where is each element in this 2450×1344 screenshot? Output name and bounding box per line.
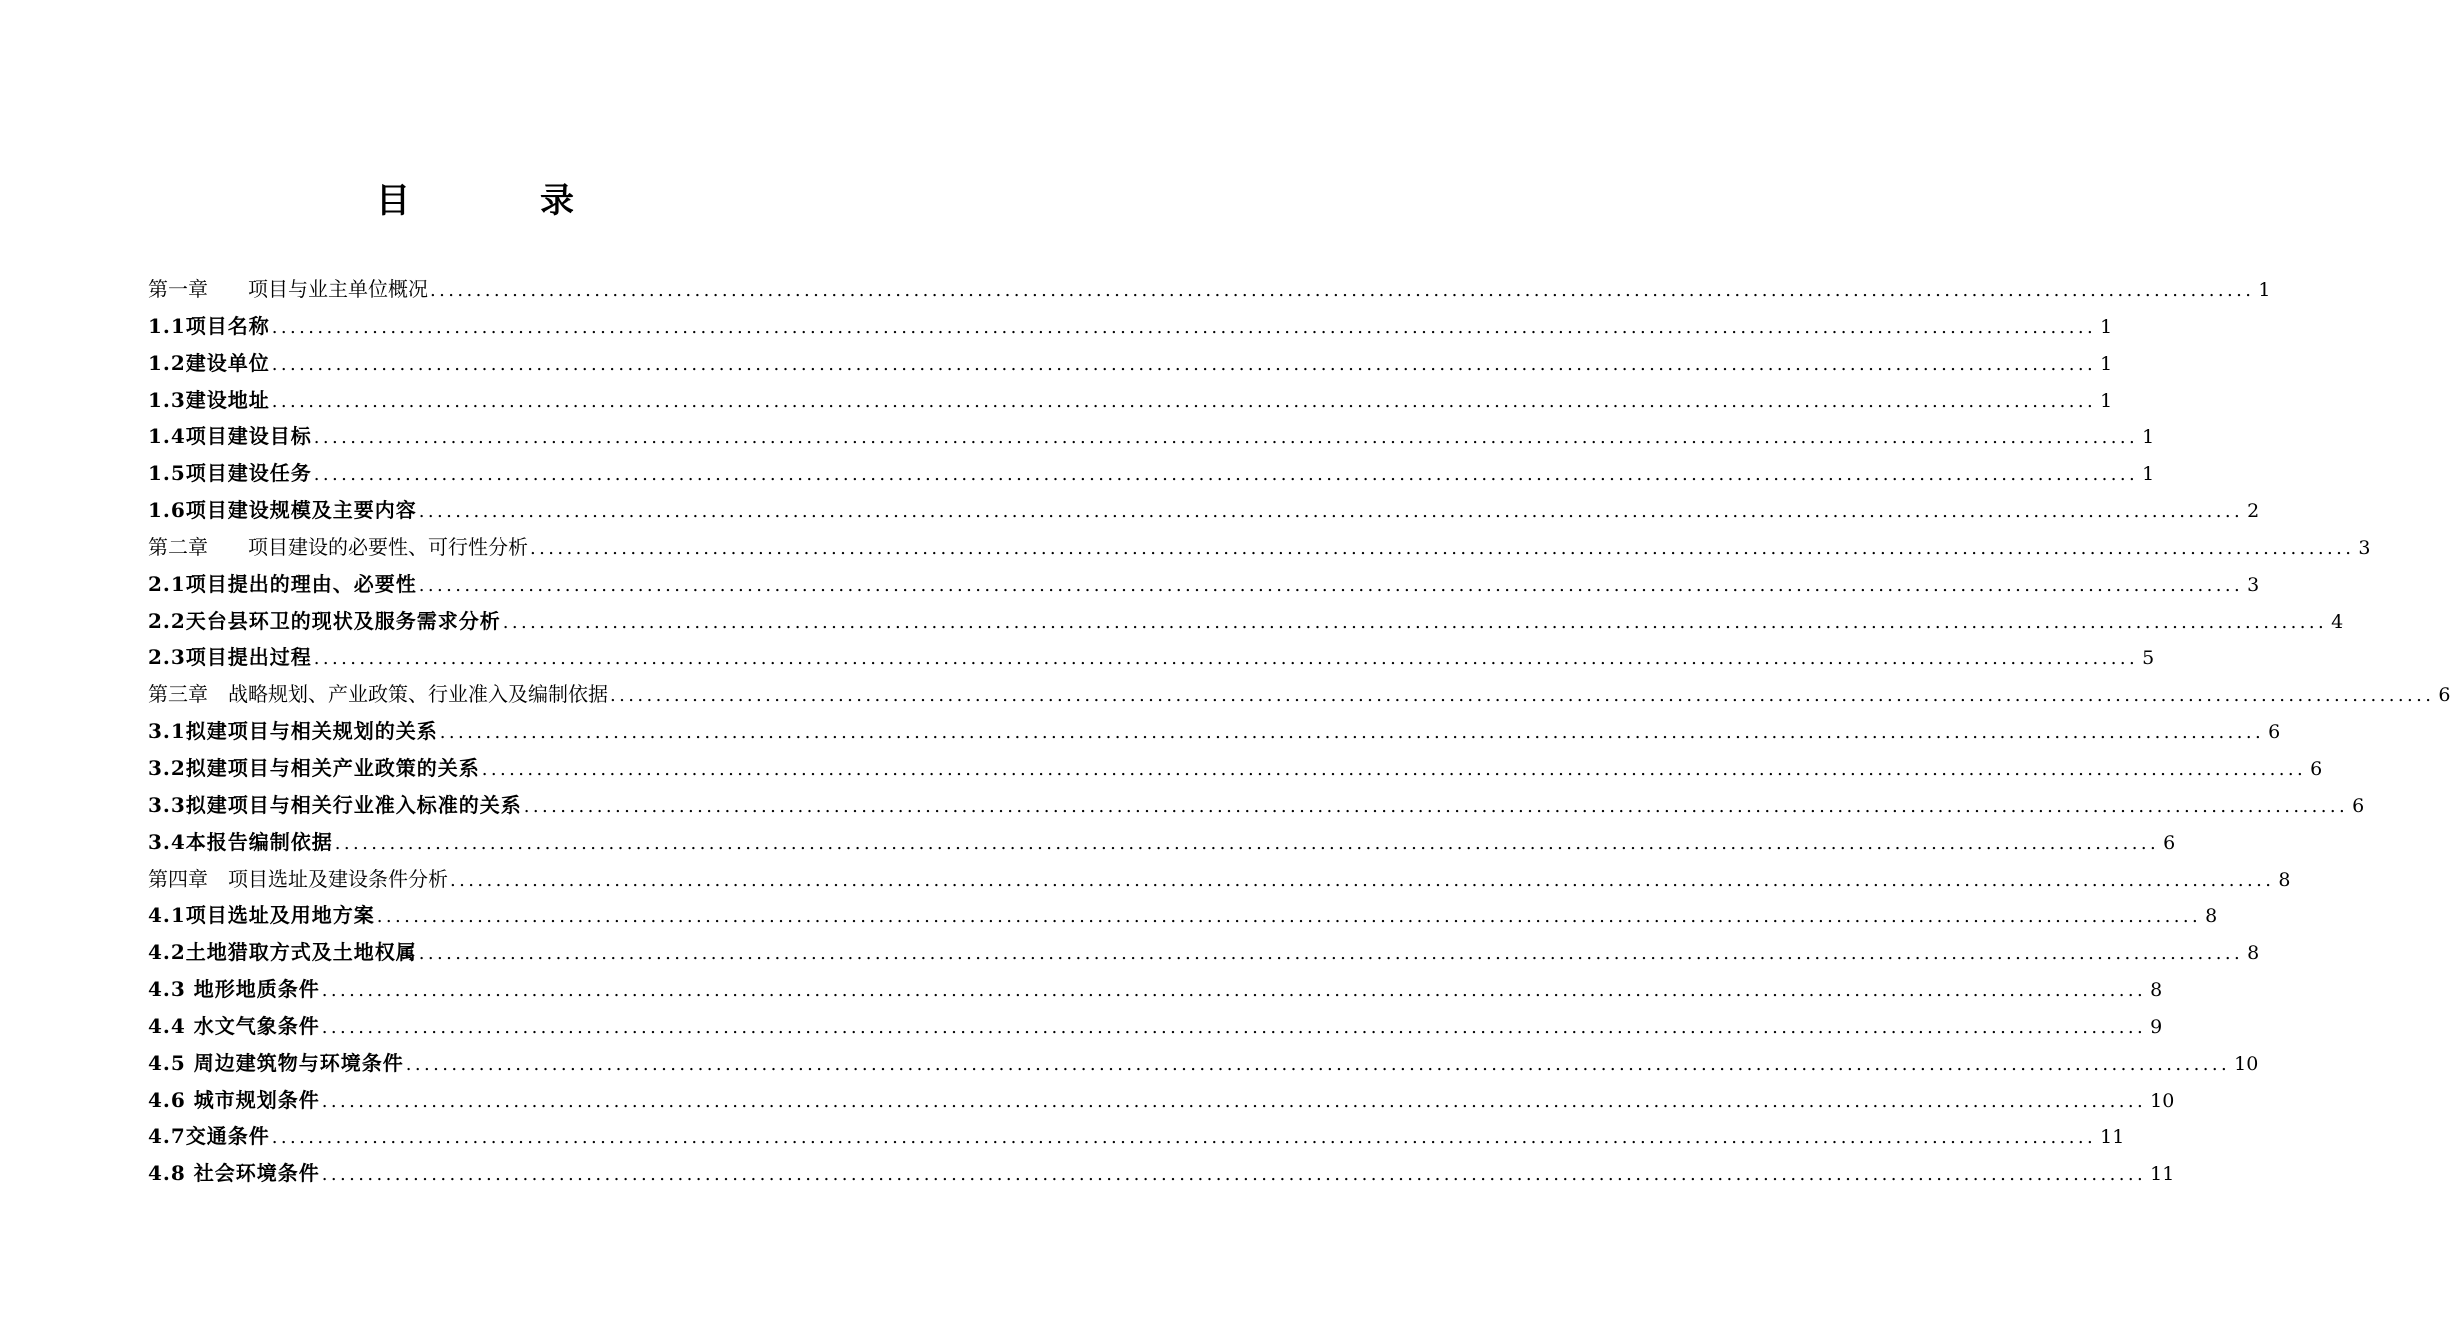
toc-dot-leader: ........................................................................................................................................................................................................ xyxy=(271,390,2097,412)
toc-entry-page-number: 9 xyxy=(2150,1015,2163,1038)
toc-dot-leader: ........................................................................................................................................................................................................ xyxy=(321,1016,2147,1038)
toc-entry[interactable] xyxy=(148,455,2155,492)
toc-entry[interactable] xyxy=(148,971,2163,1008)
toc-dot-leader: ........................................................................................................................................................................................................ xyxy=(271,353,2097,375)
toc-dot-leader: ........................................................................................................................................................................................................ xyxy=(530,537,2355,559)
toc-entry[interactable] xyxy=(148,345,2113,382)
toc-entry[interactable] xyxy=(148,1008,2163,1045)
toc-dot-leader: ........................................................................................................................................................................................................ xyxy=(321,980,2147,1002)
toc-entry[interactable] xyxy=(148,1082,2175,1119)
toc-entry[interactable] xyxy=(148,1155,2175,1192)
toc-entry-page-number: 10 xyxy=(2150,1089,2175,1112)
toc-entry-page-number: 8 xyxy=(2247,942,2260,965)
toc-entry-page-number: 1 xyxy=(2100,315,2113,338)
toc-entry-page-number: 3 xyxy=(2358,536,2371,559)
toc-dot-leader: ........................................................................................................................................................................................................ xyxy=(313,427,2139,449)
toc-dot-leader: ........................................................................................................................................................................................................ xyxy=(450,869,2275,891)
toc-entry-page-number: 3 xyxy=(2247,573,2260,596)
toc-entry[interactable] xyxy=(148,676,2450,713)
toc-entry-label: 2.1项目提出的理由、必要性 xyxy=(148,571,417,596)
toc-entry-label: 4.2土地猎取方式及土地权属 xyxy=(148,940,417,965)
toc-entry[interactable] xyxy=(148,382,2113,419)
toc-entry[interactable] xyxy=(148,492,2260,529)
toc-entry-label: 3.2拟建项目与相关产业政策的关系 xyxy=(148,755,480,780)
toc-dot-leader: ........................................................................................................................................................................................................ xyxy=(523,795,2349,817)
toc-dot-leader: ........................................................................................................................................................................................................ xyxy=(439,722,2265,744)
toc-entry-page-number: 11 xyxy=(2100,1126,2125,1149)
toc-entry-page-number: 2 xyxy=(2247,500,2260,523)
toc-dot-leader: ........................................................................................................................................................................................................ xyxy=(405,1053,2231,1075)
toc-entry-page-number: 6 xyxy=(2268,721,2281,744)
toc-entry-page-number: 5 xyxy=(2142,647,2155,670)
toc-dot-leader: ........................................................................................................................................................................................................ xyxy=(313,464,2139,486)
toc-dot-leader: ........................................................................................................................................................................................................ xyxy=(321,1164,2147,1186)
toc-entry-label: 3.4本报告编制依据 xyxy=(148,829,333,854)
toc-entry-label: 1.5项目建设任务 xyxy=(148,461,312,486)
toc-dot-leader: ........................................................................................................................................................................................................ xyxy=(610,685,2435,707)
toc-dot-leader: ........................................................................................................................................................................................................ xyxy=(418,501,2244,523)
toc-entry[interactable] xyxy=(148,934,2260,971)
toc-entry-label: 2.2天台县环卫的现状及服务需求分析 xyxy=(148,608,501,633)
toc-entry-label: 1.4项目建设目标 xyxy=(148,424,312,449)
toc-entry-label: 3.3拟建项目与相关行业准入标准的关系 xyxy=(148,792,522,817)
toc-entry-label: 4.8 社会环境条件 xyxy=(148,1161,320,1186)
toc-dot-leader: ........................................................................................................................................................................................................ xyxy=(313,648,2139,670)
toc-entry-page-number: 6 xyxy=(2163,831,2176,854)
toc-entry-label: 1.6项目建设规模及主要内容 xyxy=(148,498,417,523)
toc-entry-page-number: 8 xyxy=(2205,905,2218,928)
toc-entry[interactable] xyxy=(148,824,2176,861)
toc-entry-label: 2.3项目提出过程 xyxy=(148,645,312,670)
toc-dot-leader: ........................................................................................................................................................................................................ xyxy=(430,280,2255,301)
toc-entry-label: 第四章 项目选址及建设条件分析 xyxy=(148,866,448,891)
toc-entry-label: 4.5 周边建筑物与环境条件 xyxy=(148,1050,404,1075)
toc-entry-page-number: 6 xyxy=(2310,757,2323,780)
toc-entry-label: 4.4 水文气象条件 xyxy=(148,1013,320,1038)
toc-dot-leader: ........................................................................................................................................................................................................ xyxy=(321,1090,2147,1112)
toc-dot-leader: ........................................................................................................................................................................................................ xyxy=(418,943,2244,965)
toc-entry[interactable] xyxy=(148,271,2271,308)
toc-entry[interactable] xyxy=(148,750,2323,787)
toc-entry-page-number: 1 xyxy=(2100,389,2113,412)
toc-entry[interactable] xyxy=(148,308,2113,345)
toc-entry[interactable] xyxy=(148,787,2365,824)
toc-entry-label: 第一章 项目与业主单位概况 xyxy=(148,277,428,301)
toc-entry-page-number: 1 xyxy=(2100,352,2113,375)
toc-entry-label: 第二章 项目建设的必要性、可行性分析 xyxy=(148,534,528,559)
toc-entry-page-number: 1 xyxy=(2258,279,2271,301)
toc-entry[interactable] xyxy=(148,861,2291,898)
toc-entry[interactable] xyxy=(148,1045,2259,1082)
toc-entry[interactable] xyxy=(148,529,2371,566)
toc-dot-leader: ........................................................................................................................................................................................................ xyxy=(271,1127,2097,1149)
toc-entry-label: 1.1项目名称 xyxy=(148,313,270,338)
toc-entry[interactable] xyxy=(148,566,2260,603)
toc-entry-page-number: 1 xyxy=(2142,426,2155,449)
toc-entry-label: 4.6 城市规划条件 xyxy=(148,1087,320,1112)
toc-entry-page-number: 6 xyxy=(2438,684,2450,707)
toc-entry-page-number: 11 xyxy=(2150,1163,2175,1186)
toc-dot-leader: ........................................................................................................................................................................................................ xyxy=(481,758,2307,780)
toc-entry[interactable] xyxy=(148,1118,2125,1155)
page-title: 目 录 xyxy=(376,181,622,221)
toc-entry[interactable] xyxy=(148,713,2281,750)
toc-entry-label: 4.1项目选址及用地方案 xyxy=(148,903,375,928)
toc-entry-label: 第三章 战略规划、产业政策、行业准入及编制依据 xyxy=(148,682,608,707)
toc-entry-label: 4.7交通条件 xyxy=(148,1124,270,1149)
toc-entry[interactable] xyxy=(148,603,2344,640)
toc-dot-leader: ........................................................................................................................................................................................................ xyxy=(502,611,2328,633)
toc-entry-page-number: 6 xyxy=(2352,794,2365,817)
toc-entry-page-number: 4 xyxy=(2331,610,2344,633)
toc-dot-leader: ........................................................................................................................................................................................................ xyxy=(376,906,2202,928)
toc-entry-page-number: 8 xyxy=(2278,868,2291,891)
toc-dot-leader: ........................................................................................................................................................................................................ xyxy=(334,832,2160,854)
toc-entry-label: 1.3建设地址 xyxy=(148,387,270,412)
toc-entry[interactable] xyxy=(148,897,2218,934)
toc-dot-leader: ........................................................................................................................................................................................................ xyxy=(418,574,2244,596)
toc-entry-page-number: 1 xyxy=(2142,463,2155,486)
toc-entry[interactable] xyxy=(148,639,2155,676)
toc-entry-label: 1.2建设单位 xyxy=(148,350,270,375)
toc-entry-label: 3.1拟建项目与相关规划的关系 xyxy=(148,719,438,744)
toc-entry-page-number: 10 xyxy=(2234,1052,2259,1075)
toc-dot-leader: ........................................................................................................................................................................................................ xyxy=(271,316,2097,338)
toc-entry-label: 4.3 地形地质条件 xyxy=(148,977,320,1002)
toc-list xyxy=(148,271,2450,1192)
toc-entry-page-number: 8 xyxy=(2150,979,2163,1002)
toc-entry[interactable] xyxy=(148,418,2155,455)
